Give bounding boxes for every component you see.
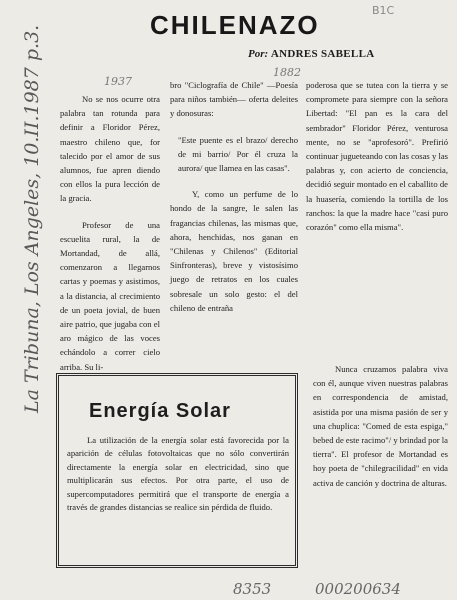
byline-prefix: Por: (248, 48, 269, 60)
paragraph: poderosa que se tutea con la tierra y se compromete para siempre con la señora Libertad: "El pan es la cara del sembrador" Floridor Pérez, venturosa mente, no se "aprofesoró". Prefirió continuar jugueteando con las cosas y las palabras y, con acierto de conciencia, decidió seguir montado en el caballito de la huasería, comiendo la tortilla de los ranchos: la que la madre hace "casi puro corazón" como ella misma". (306, 80, 448, 233)
paragraph: Profesor de una escuelita rural, la de Mortandad, de allá, comenzaron a llegarnos cartas y poemas y asistimos, a la distancia, al crecimiento de un poeta jovial, de buen aire patrio, que jugaba con el aro mágico de las voces echándolo a correr cielo arriba. Su li- (60, 219, 160, 372)
handwritten-year-b: 1882 (273, 66, 301, 79)
paragraph: Y, como un perfume de lo hondo de la sangre, le salen las fragancias chilenas, las mismas que, ahora, henchidas, nos ganan en "Chilenas y Chilenos" (Editorial Sinfronteras), breve y vistosísimo juego de retratos en los cuales sobresale un solo gesto: el del chileno de entraña (170, 189, 298, 313)
paragraph: Nunca cruzamos palabra viva con él, aunque viven nuestras palabras en correspondencia de amistad, asistida por una misma pasión de ser y una chuplica: "Comed de esta espiga," bebed de este racimo"/ y brindad por la tierra". El profesor de Mortandad es hoy poeta de "chilegracilidad" en vida activa de canción y doctrina de alturas. (313, 364, 448, 488)
box-paragraph: La utilización de la energía solar está favorecida por la aparición de células fotovoltaicas que no sólo convertirán directamente la energía solar en electricidad, sino que multiplicarán sus efectos. Por otra parte, el uso de supercomputadores permitirá que el transporte de energía a través de grandes distancias se realice sin pérdida de fluido. (67, 435, 289, 513)
article-column-2 (170, 78, 298, 315)
handwritten-number-a: 8353 (233, 580, 272, 598)
handwritten-year-a: 1937 (104, 75, 132, 88)
corner-note: B1C (372, 4, 395, 17)
article-column-3 (306, 78, 448, 234)
byline (248, 48, 374, 60)
byline-author: ANDRES SABELLA (270, 48, 375, 60)
paragraph: No se nos ocurre otra palabra tan rotunda para definir a Floridor Pérez, maestro chileno que, for talecido por el amor de sus alumnos, fue apren diendo con ellos la pura lección de la gracia. (60, 94, 160, 204)
box-body (67, 434, 289, 514)
article-column-4 (313, 362, 448, 490)
box-heading: Energía Solar (89, 400, 231, 422)
handwritten-citation: La Tribuna, Los Angeles, 10.II.1987 p.3. (21, 24, 43, 413)
verse-quote: "Este puente es el brazo/ derecho de mi barrio/ Por él cruza la aurora/ que llamea en las casas". (178, 134, 298, 174)
paragraph: bro "Ciclografía de Chile" —Poesía para niños también— oferta deleites y donosuras: (170, 80, 298, 119)
article-column-1 (60, 92, 160, 374)
energia-solar-box (56, 373, 298, 568)
page-title: CHILENAZO (150, 10, 320, 40)
handwritten-number-b: 000200634 (315, 580, 401, 598)
